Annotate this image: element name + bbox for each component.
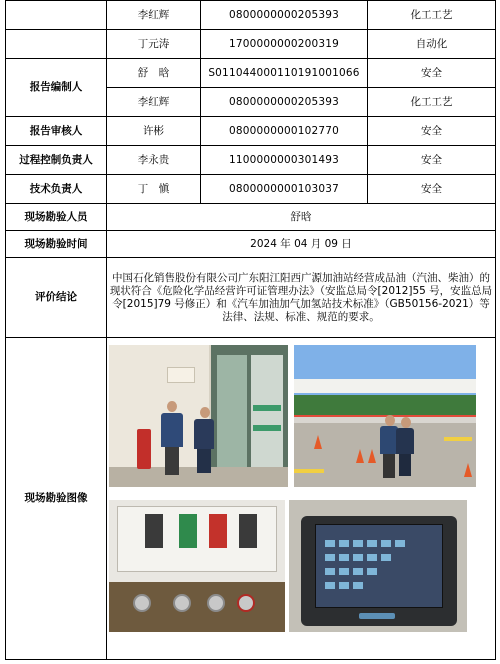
certificate-number: 0800000000103037: [201, 175, 368, 204]
photo-area: [0, 339, 500, 661]
table-row: [6, 204, 496, 231]
table-row: [6, 117, 496, 146]
row-label: [6, 30, 107, 59]
inspection-time-label: 现场勘验时间: [6, 231, 107, 258]
certificate-number: 1700000000200319: [201, 30, 368, 59]
technical-lead-label: 技术负责人: [6, 175, 107, 204]
person-name: 丁元涛: [107, 30, 201, 59]
specialty: 安全: [368, 59, 496, 88]
inspectors-value: 舒晗: [107, 204, 496, 231]
certificate-number: 1100000000301493: [201, 146, 368, 175]
process-control-label: 过程控制负责人: [6, 146, 107, 175]
table-row: [6, 231, 496, 258]
table-row: [6, 258, 496, 338]
report-reviewer-label: 报告审核人: [6, 117, 107, 146]
certificate-number: 0800000000205393: [201, 1, 368, 30]
certificate-number: 0800000000205393: [201, 88, 368, 117]
person-name: 李红辉: [107, 1, 201, 30]
specialty: 安全: [368, 146, 496, 175]
photo-station-entrance: [109, 345, 288, 487]
table-row: [6, 1, 496, 30]
table-row: [6, 146, 496, 175]
conclusion-text: 中国石化销售股份有限公司广东阳江阳西广源加油站经营成品油（汽油、柴油）的现状符合《危险化学品经营许可证管理办法》（安监总局令[2012]55 号，安监总局令[2015]79 号修正）和《汽车加油加气加氢站技术标准》（GB50156-2021）等法律、法规、标准、规范的要求。: [107, 258, 496, 338]
person-name: 许彬: [107, 117, 201, 146]
table-row: [6, 30, 496, 59]
photo-monitoring-screen: [289, 500, 467, 632]
specialty: 化工工艺: [368, 88, 496, 117]
report-compiler-label: 报告编制人: [6, 59, 107, 117]
conclusion-label: 评价结论: [6, 258, 107, 338]
certificate-number: S011044000110191001066: [201, 59, 368, 88]
person-name: 丁 愼: [107, 175, 201, 204]
photo-forecourt: [294, 345, 476, 487]
person-name: 李红辉: [107, 88, 201, 117]
specialty: 安全: [368, 175, 496, 204]
certificate-number: 0800000000102770: [201, 117, 368, 146]
table-row: [6, 175, 496, 204]
images-label: 现场勘验图像: [6, 338, 107, 660]
person-name: 李永贵: [107, 146, 201, 175]
specialty: 自动化: [368, 30, 496, 59]
inspectors-label: 现场勘验人员: [6, 204, 107, 231]
row-label: [6, 1, 107, 30]
person-name: 舒 晗: [107, 59, 201, 88]
inspection-time-value: 2024 年 04 月 09 日: [107, 231, 496, 258]
specialty: 安全: [368, 117, 496, 146]
table-row: [6, 59, 496, 88]
photo-tank-valves: [109, 500, 285, 632]
specialty: 化工工艺: [368, 1, 496, 30]
